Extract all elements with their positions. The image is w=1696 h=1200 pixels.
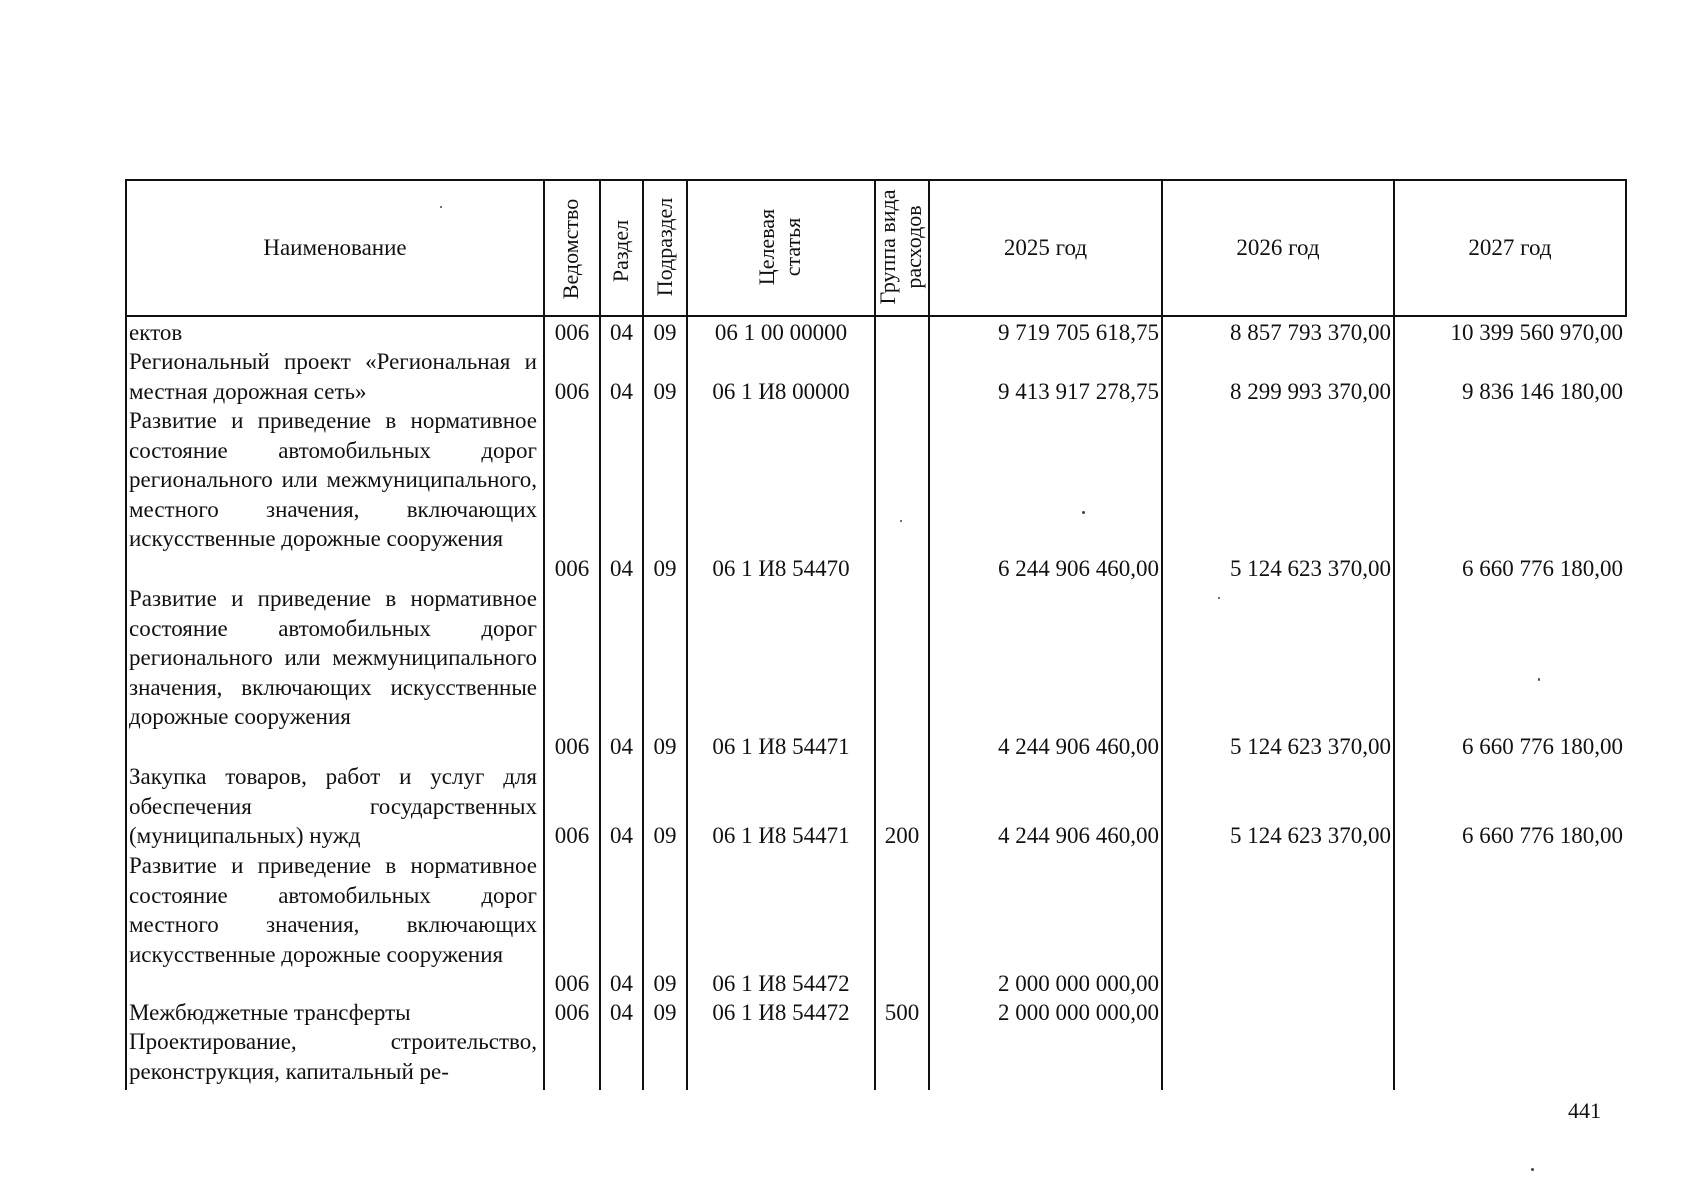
header-bottom-border [125,315,1627,317]
row-vedomstvo: 006 [554,734,590,759]
row-2025: 9 413 917 278,75 [998,379,1159,404]
col-border [874,179,876,1090]
col-border [642,179,644,1090]
row-razdel: 04 [610,971,633,996]
row-gruppa: 200 [884,823,920,848]
row-razdel: 04 [610,320,633,345]
row-gruppa: 500 [884,1000,920,1025]
row-celevaya-statya: 06 1 И8 00000 [712,379,850,404]
row-name: ектов [129,320,183,345]
row-celevaya-statya: 06 1 00 00000 [714,320,848,345]
row-razdel: 04 [610,823,633,848]
row-podrazdel: 09 [653,1000,677,1025]
row-podrazdel: 09 [653,823,677,848]
row-vedomstvo: 006 [554,320,590,345]
col-border [599,179,601,1090]
row-vedomstvo: 006 [554,379,590,404]
header-2026 [1163,181,1393,315]
header-gruppa-line2: расходов [901,205,926,289]
header-razdel: Раздел [608,219,633,283]
scan-speck [1531,1168,1534,1171]
header-vedomstvo: Ведомство [558,198,583,300]
col-border [543,179,545,1090]
row-name: Закупка товаров, работ и услуг для обеспечения государственных (муниципальных) нужд [129,764,537,849]
header-name-text: Наименование [263,235,407,260]
row-name: Региональный проект «Региональная и местная дорожная сеть» [129,349,537,404]
row-2027: 6 660 776 180,00 [1462,556,1623,581]
row-razdel: 04 [610,734,633,759]
header-2027 [1395,181,1625,315]
row-2025: 2 000 000 000,00 [998,971,1159,996]
row-podrazdel: 09 [653,379,677,404]
row-celevaya-statya: 06 1 И8 54470 [712,556,850,581]
budget-table [125,179,1627,1090]
header-celevaya-statya [754,209,806,285]
row-vedomstvo: 006 [554,823,590,848]
row-2026: 5 124 623 370,00 [1230,823,1391,848]
row-podrazdel: 09 [653,971,677,996]
header-gruppa-line1: Группа вида [875,189,900,305]
header-name [127,181,543,315]
row-podrazdel: 09 [653,556,677,581]
row-2027: 6 660 776 180,00 [1462,734,1623,759]
row-2026: 8 299 993 370,00 [1230,379,1391,404]
row-podrazdel: 09 [653,320,677,345]
row-2025: 6 244 906 460,00 [998,556,1159,581]
row-2026: 5 124 623 370,00 [1230,556,1391,581]
row-celevaya-statya: 06 1 И8 54471 [712,823,850,848]
row-2025: 4 244 906 460,00 [998,734,1159,759]
header-2025 [930,181,1161,315]
col-border [686,179,688,1090]
header-celevaya-line2: статья [780,217,805,277]
page-number: 441 [1568,1098,1601,1123]
row-2026: 8 857 793 370,00 [1230,320,1391,345]
header-2026-text: 2026 год [1236,235,1320,260]
header-2025-text: 2025 год [1003,235,1088,260]
row-2027: 10 399 560 970,00 [1450,320,1623,345]
row-celevaya-statya: 06 1 И8 54472 [712,971,850,996]
row-2027: 9 836 146 180,00 [1462,379,1623,404]
row-2025: 2 000 000 000,00 [998,1000,1159,1025]
row-razdel: 04 [610,379,633,404]
scan-speck [440,206,442,208]
scan-speck [1082,511,1085,514]
row-name: Развитие и приведение в нормативное состояние автомобильных дорог регионального или межмуниципального значения, включающих искусственные дорожные сооружения [129,586,537,730]
row-name: Развитие и приведение в нормативное состояние автомобильных дорог местного значения, включающих искусственные дорожные сооружения [129,853,537,967]
header-podrazdel: Подраздел [652,197,677,297]
row-razdel: 04 [610,556,633,581]
col-border [125,179,127,1090]
header-2027-text: 2027 год [1468,235,1552,260]
col-border [1393,179,1395,1090]
scan-speck [900,520,902,522]
row-2025: 9 719 705 618,75 [998,320,1159,345]
row-vedomstvo: 006 [554,1000,590,1025]
row-name: Развитие и приведение в нормативное состояние автомобильных дорог регионального или межмуниципального, местного значения, включающих искусственные дорожные сооружения [129,408,537,552]
col-border [1625,179,1627,315]
row-vedomstvo: 006 [554,971,590,996]
row-razdel: 04 [610,1000,633,1025]
header-gruppa-vida-rashodov [875,190,927,305]
scan-speck [1538,678,1540,681]
col-border [928,179,930,1090]
row-2026: 5 124 623 370,00 [1230,734,1391,759]
row-podrazdel: 09 [653,734,677,759]
col-border [1161,179,1163,1090]
row-vedomstvo: 006 [554,556,590,581]
row-2027: 6 660 776 180,00 [1462,823,1623,848]
row-2025: 4 244 906 460,00 [998,823,1159,848]
header-celevaya-line1: Целевая [754,208,779,286]
scan-speck [1218,597,1220,599]
row-name: Проектирование, строительство, реконструкция, капитальный ре- [129,1029,537,1084]
row-celevaya-statya: 06 1 И8 54472 [712,1000,850,1025]
row-celevaya-statya: 06 1 И8 54471 [712,734,850,759]
row-name: Межбюджетные трансферты [129,1000,411,1025]
